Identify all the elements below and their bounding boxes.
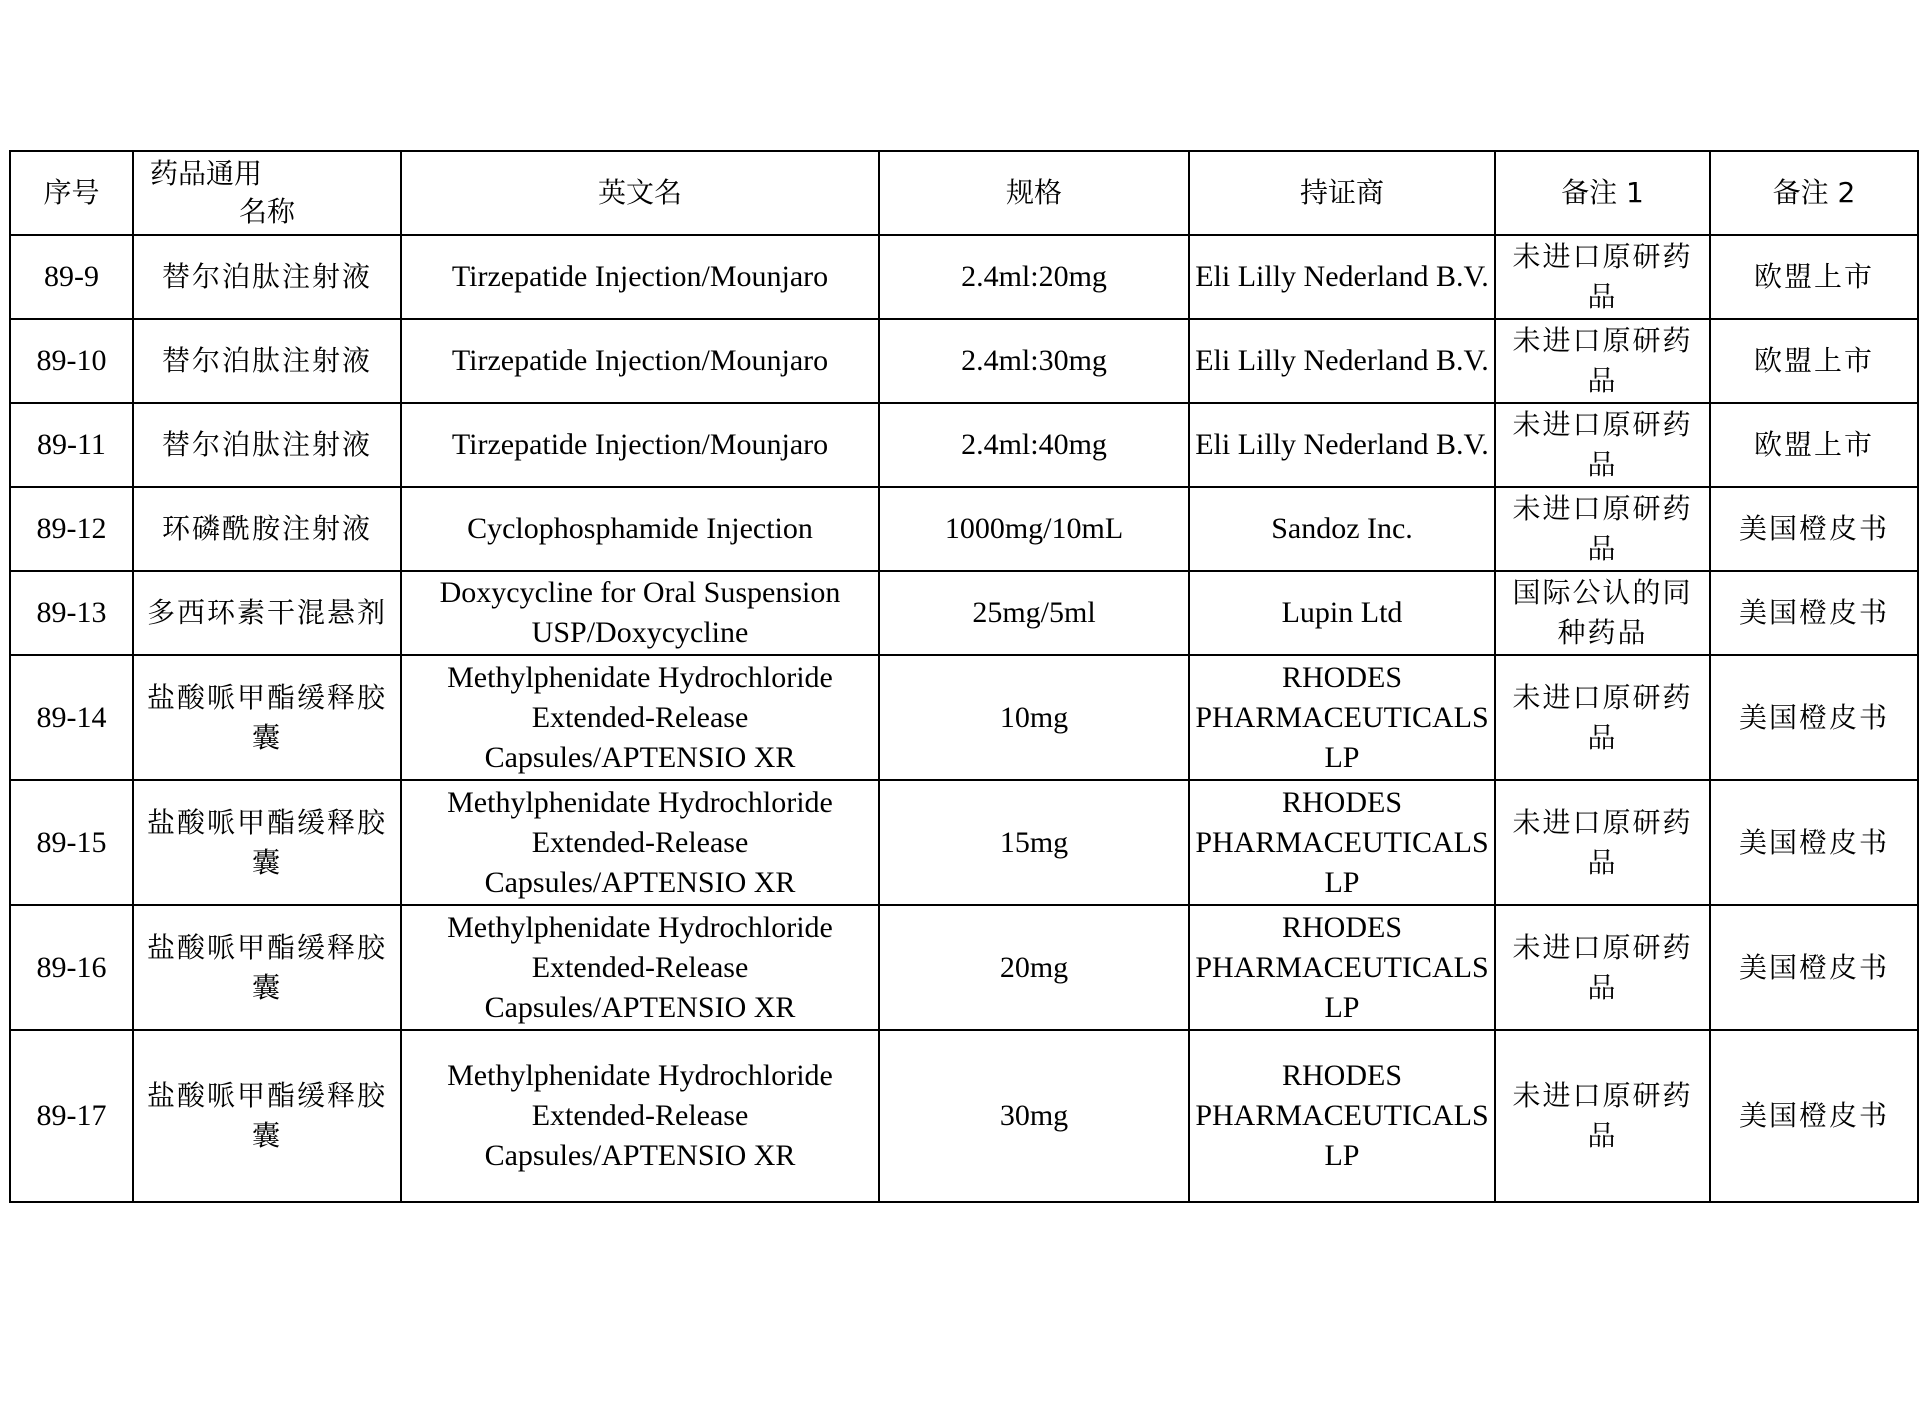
- cell-note2: 美国橙皮书: [1710, 655, 1918, 780]
- cell-spec: 15mg: [879, 780, 1189, 905]
- table-row: [10, 571, 1918, 655]
- cell-note2: 美国橙皮书: [1710, 905, 1918, 1030]
- header-note2: 备注 2: [1710, 151, 1918, 235]
- cell-spec: 30mg: [879, 1030, 1189, 1202]
- cell-english-name: Tirzepatide Injection/Mounjaro: [401, 235, 879, 319]
- cell-note1: 未进口原研药品: [1495, 780, 1710, 905]
- table-row: [10, 780, 1918, 905]
- drug-list-table: [9, 150, 1919, 1203]
- header-note1: 备注 1: [1495, 151, 1710, 235]
- cell-spec: 1000mg/10mL: [879, 487, 1189, 571]
- cell-generic-name: 盐酸哌甲酯缓释胶囊: [133, 905, 401, 1030]
- cell-generic-name: 替尔泊肽注射液: [133, 403, 401, 487]
- header-english-name: 英文名: [401, 151, 879, 235]
- cell-holder: Eli Lilly Nederland B.V.: [1189, 319, 1495, 403]
- header-generic-name-line2: 名称: [238, 195, 295, 228]
- cell-note1: 未进口原研药品: [1495, 1030, 1710, 1202]
- cell-seq: 89-10: [10, 319, 133, 403]
- cell-note2: 美国橙皮书: [1710, 780, 1918, 905]
- table-row: [10, 487, 1918, 571]
- cell-holder: RHODES PHARMACEUTICALS LP: [1189, 1030, 1495, 1202]
- cell-holder: Eli Lilly Nederland B.V.: [1189, 235, 1495, 319]
- cell-english-name: Tirzepatide Injection/Mounjaro: [401, 403, 879, 487]
- cell-english-name: Methylphenidate Hydrochloride Extended-Release Capsules/APTENSIO XR: [401, 655, 879, 780]
- cell-spec: 20mg: [879, 905, 1189, 1030]
- cell-note1: 未进口原研药品: [1495, 487, 1710, 571]
- header-seq: 序号: [10, 151, 133, 235]
- cell-holder: RHODES PHARMACEUTICALS LP: [1189, 780, 1495, 905]
- header-holder: 持证商: [1189, 151, 1495, 235]
- table-header-row: [10, 151, 1918, 235]
- cell-holder: Lupin Ltd: [1189, 571, 1495, 655]
- table-row: [10, 905, 1918, 1030]
- cell-english-name: Methylphenidate Hydrochloride Extended-Release Capsules/APTENSIO XR: [401, 905, 879, 1030]
- cell-holder: RHODES PHARMACEUTICALS LP: [1189, 655, 1495, 780]
- cell-note2: 美国橙皮书: [1710, 1030, 1918, 1202]
- cell-english-name: Doxycycline for Oral Suspension USP/Doxycycline: [401, 571, 879, 655]
- cell-english-name: Methylphenidate Hydrochloride Extended-Release Capsules/APTENSIO XR: [401, 1030, 879, 1202]
- cell-seq: 89-13: [10, 571, 133, 655]
- cell-generic-name: 盐酸哌甲酯缓释胶囊: [133, 780, 401, 905]
- cell-note1: 未进口原研药品: [1495, 319, 1710, 403]
- cell-seq: 89-11: [10, 403, 133, 487]
- cell-holder: Eli Lilly Nederland B.V.: [1189, 403, 1495, 487]
- cell-english-name: Tirzepatide Injection/Mounjaro: [401, 319, 879, 403]
- cell-spec: 2.4ml:20mg: [879, 235, 1189, 319]
- cell-spec: 25mg/5ml: [879, 571, 1189, 655]
- cell-note2: 欧盟上市: [1710, 319, 1918, 403]
- cell-note2: 美国橙皮书: [1710, 487, 1918, 571]
- cell-seq: 89-12: [10, 487, 133, 571]
- cell-holder: RHODES PHARMACEUTICALS LP: [1189, 905, 1495, 1030]
- cell-note1: 未进口原研药品: [1495, 235, 1710, 319]
- cell-seq: 89-14: [10, 655, 133, 780]
- cell-english-name: Cyclophosphamide Injection: [401, 487, 879, 571]
- cell-spec: 2.4ml:40mg: [879, 403, 1189, 487]
- cell-generic-name: 盐酸哌甲酯缓释胶囊: [133, 655, 401, 780]
- cell-note2: 欧盟上市: [1710, 403, 1918, 487]
- cell-seq: 89-17: [10, 1030, 133, 1202]
- table-row: [10, 1030, 1918, 1202]
- cell-spec: 2.4ml:30mg: [879, 319, 1189, 403]
- cell-note2: 美国橙皮书: [1710, 571, 1918, 655]
- table-row: [10, 319, 1918, 403]
- header-generic-name: [133, 151, 401, 235]
- cell-note1: 未进口原研药品: [1495, 905, 1710, 1030]
- table-row: [10, 403, 1918, 487]
- header-generic-name-line1: 药品通用: [150, 157, 263, 190]
- cell-spec: 10mg: [879, 655, 1189, 780]
- cell-note2: 欧盟上市: [1710, 235, 1918, 319]
- table-row: [10, 655, 1918, 780]
- table-row: [10, 235, 1918, 319]
- cell-seq: 89-16: [10, 905, 133, 1030]
- cell-holder: Sandoz Inc.: [1189, 487, 1495, 571]
- cell-note1: 国际公认的同种药品: [1495, 571, 1710, 655]
- cell-note1: 未进口原研药品: [1495, 655, 1710, 780]
- cell-generic-name: 多西环素干混悬剂: [133, 571, 401, 655]
- cell-note1: 未进口原研药品: [1495, 403, 1710, 487]
- cell-generic-name: 替尔泊肽注射液: [133, 235, 401, 319]
- cell-generic-name: 替尔泊肽注射液: [133, 319, 401, 403]
- cell-generic-name: 盐酸哌甲酯缓释胶囊: [133, 1030, 401, 1202]
- cell-english-name: Methylphenidate Hydrochloride Extended-Release Capsules/APTENSIO XR: [401, 780, 879, 905]
- header-spec: 规格: [879, 151, 1189, 235]
- cell-generic-name: 环磷酰胺注射液: [133, 487, 401, 571]
- cell-seq: 89-9: [10, 235, 133, 319]
- cell-seq: 89-15: [10, 780, 133, 905]
